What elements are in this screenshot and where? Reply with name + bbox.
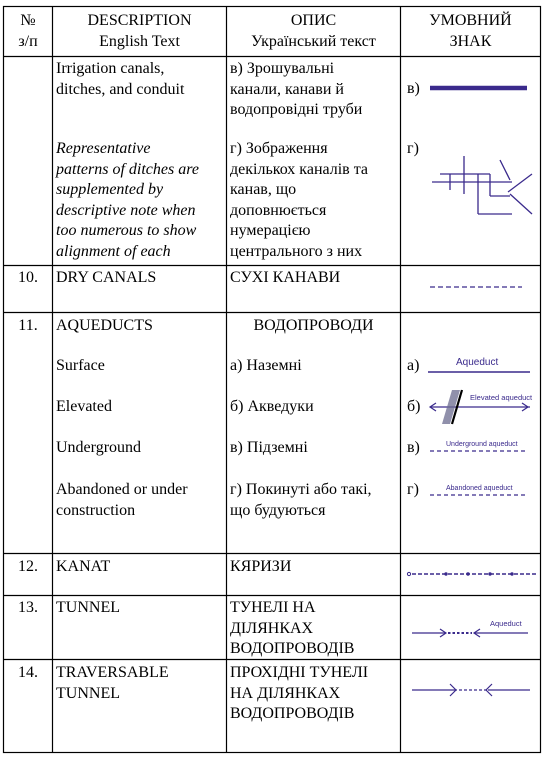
tunnel-symbol xyxy=(410,614,534,640)
row11-underground-en: Underground xyxy=(56,439,142,456)
row11-abandoned-en: Abandoned or under construction xyxy=(56,481,188,519)
row13-number: 13. xyxy=(18,599,38,616)
row11-number: 11. xyxy=(18,317,38,334)
row11-elevated-sym-label: б) xyxy=(407,398,421,415)
row12-number: 12. xyxy=(18,558,38,575)
row9-en-b: Representative patterns of ditches are supplemented by descriptive note when too numerous to show alignment of each xyxy=(56,140,199,260)
row14-number: 14. xyxy=(18,664,38,681)
row12-en: KANAT xyxy=(56,558,111,575)
row11-en: AQUEDUCTS xyxy=(56,317,153,334)
row14-en: TRAVERSABLE TUNNEL xyxy=(56,664,169,702)
row11-underground-sym-label: в) xyxy=(407,439,420,456)
elevated-aqueduct-note: Elevated aqueduct xyxy=(470,393,533,402)
abandoned-aqueduct-note: Abandoned aqueduct xyxy=(446,485,513,492)
header-symbol: УМОВНИЙ ЗНАК xyxy=(429,12,512,50)
row10-en: DRY CANALS xyxy=(56,269,157,286)
tunnel-note: Aqueduct xyxy=(490,619,522,628)
row11-abandoned-ua: г) Покинуті або такі, що будуються xyxy=(230,481,372,519)
kanat-symbol xyxy=(406,568,538,580)
dry-canal-symbol xyxy=(428,282,524,292)
row10-number: 10. xyxy=(18,269,38,286)
elevated-aqueduct-symbol xyxy=(428,386,534,428)
traversable-tunnel-symbol xyxy=(410,680,534,700)
header-description: DESCRIPTION English Text xyxy=(87,12,192,50)
row13-ua: ТУНЕЛІ НА ДІЛЯНКАХ ВОДОПРОВОДІВ xyxy=(230,599,355,657)
header-number: № з/п xyxy=(18,12,38,50)
underground-aqueduct-note: Underground aqueduct xyxy=(446,441,518,448)
row11-elevated-ua: б) Акведуки xyxy=(230,398,314,415)
row9-sym-a-label: в) xyxy=(407,80,420,97)
surface-aqueduct-note: Aqueduct xyxy=(456,357,499,368)
row9-ua-b: г) Зображення декількох каналів та канав, що доповнюється нумерацією центрального з них xyxy=(230,140,369,260)
row11-surface-ua: а) Наземні xyxy=(230,357,302,374)
ditch-pattern-symbol xyxy=(428,152,536,218)
row13-en: TUNNEL xyxy=(56,599,120,616)
abandoned-aqueduct-symbol xyxy=(428,480,532,500)
row14-ua: ПРОХІДНІ ТУНЕЛІ НА ДІЛЯНКАХ ВОДОПРОВОДІВ xyxy=(230,664,369,722)
irrigation-canal-symbol xyxy=(425,82,530,94)
row11-ua: ВОДОПРОВОДИ xyxy=(253,317,374,334)
header-opis: ОПИС Український текст xyxy=(251,12,376,50)
underground-aqueduct-symbol xyxy=(428,436,532,456)
row9-ua-a: в) Зрошувальні канали, канави й водопровідні труби xyxy=(230,60,363,118)
row11-surface-sym-label: а) xyxy=(407,357,420,374)
row11-elevated-en: Elevated xyxy=(56,398,112,415)
row11-abandoned-sym-label: г) xyxy=(407,481,419,498)
row9-en-a: Irrigation canals, ditches, and conduit xyxy=(56,60,185,98)
row11-surface-en: Surface xyxy=(56,357,105,374)
row10-ua: СУХІ КАНАВИ xyxy=(230,269,341,286)
row11-underground-ua: в) Підземні xyxy=(230,439,308,456)
row9-sym-b-label: г) xyxy=(407,140,419,157)
surface-aqueduct-symbol xyxy=(426,354,534,378)
row12-ua: КЯРИЗИ xyxy=(230,558,292,575)
